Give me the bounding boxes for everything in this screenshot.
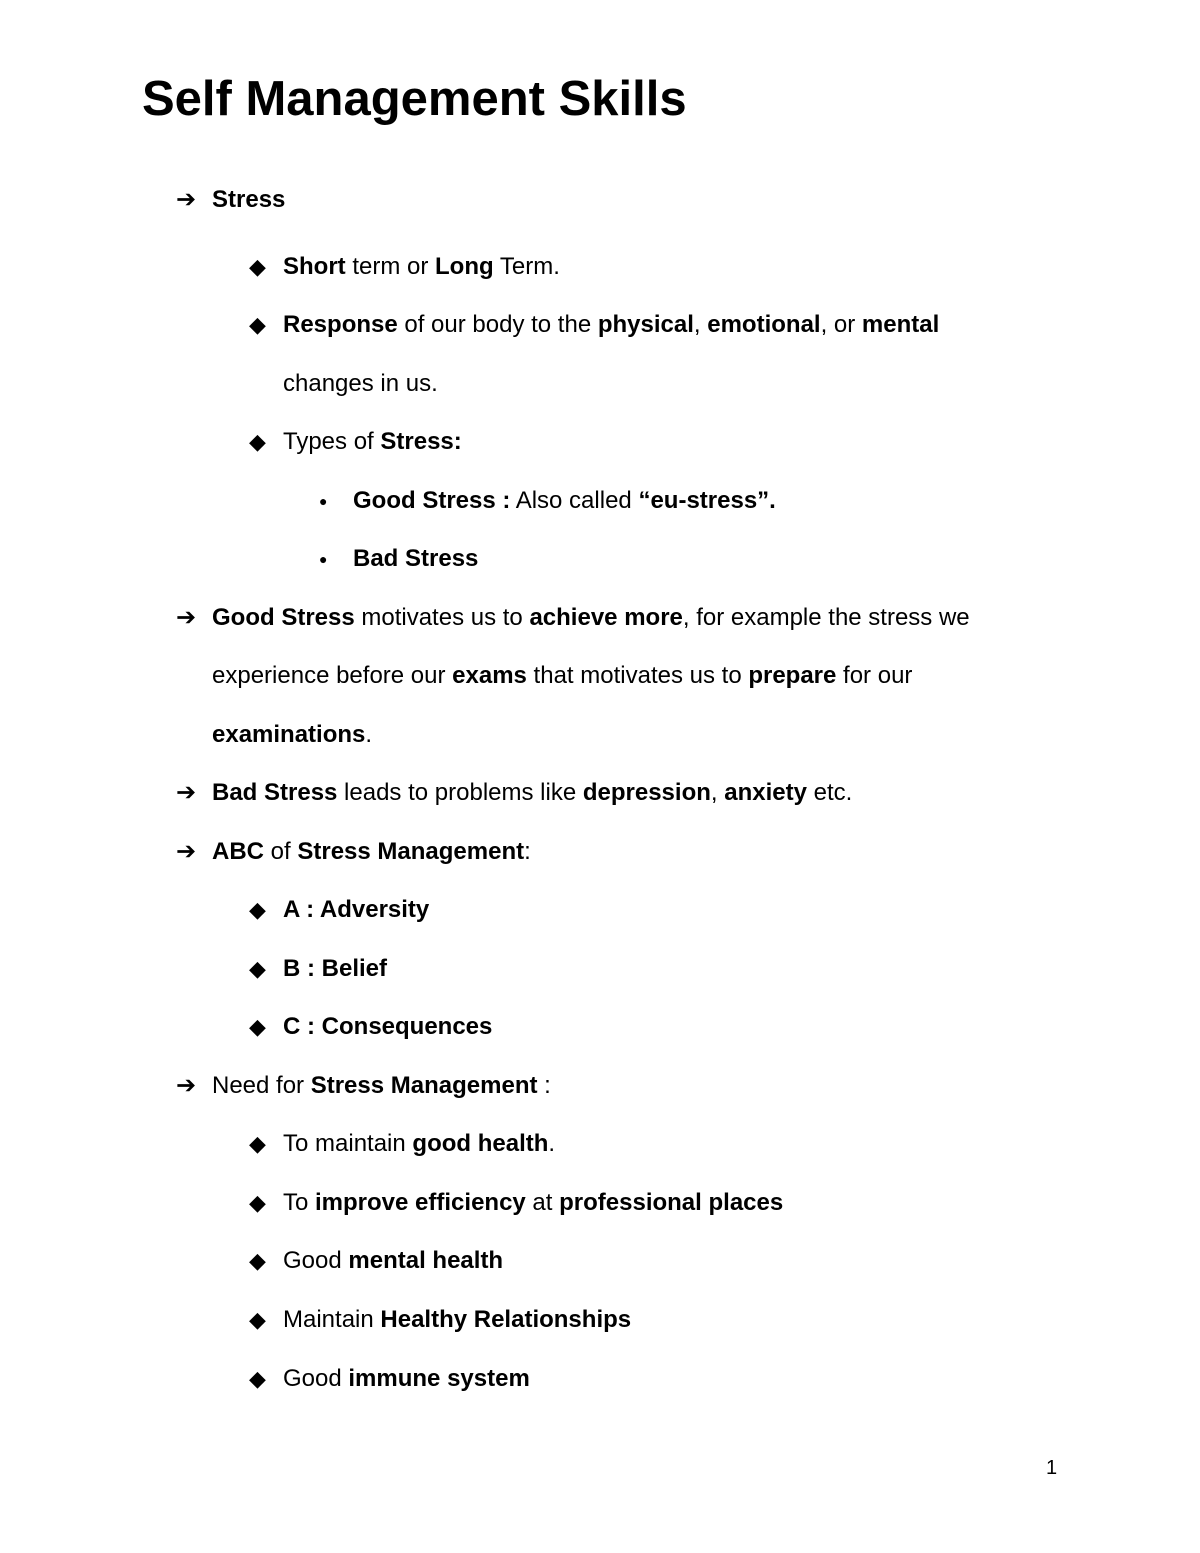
line-abc-c	[249, 1012, 493, 1042]
line-stress-heading	[176, 185, 286, 215]
line-bad-stress-type	[319, 544, 479, 574]
bold-text: A : Adversity	[283, 896, 430, 923]
text: changes in us.	[283, 370, 438, 397]
line-good-stress-motivates	[176, 603, 970, 633]
diamond-bullet-icon: ◆	[249, 1307, 266, 1332]
diamond-bullet-icon: ◆	[249, 1131, 266, 1156]
text: Good	[283, 1247, 349, 1274]
text: of	[264, 838, 298, 865]
bold-text: professional places	[559, 1189, 784, 1216]
arrow-bullet-icon: ➔	[176, 838, 197, 865]
bold-text: Bad Stress	[212, 779, 338, 806]
text: To maintain	[283, 1130, 413, 1157]
bold-text: anxiety	[724, 779, 807, 806]
line-abc-a	[249, 895, 430, 925]
bold-text: examinations	[212, 721, 366, 748]
bold-text: good health	[412, 1130, 549, 1157]
bold-text: Stress	[212, 186, 286, 213]
diamond-bullet-icon: ◆	[249, 1190, 266, 1215]
diamond-bullet-icon: ◆	[249, 897, 266, 922]
dot-bullet-icon: ●	[319, 551, 328, 567]
bold-text: physical	[597, 311, 694, 338]
line-good-stress-cont-2	[212, 720, 372, 750]
line-good-stress-type	[319, 486, 776, 516]
text: ,	[710, 779, 725, 806]
bold-text: exams	[452, 662, 527, 689]
text: , or	[820, 311, 862, 338]
bold-text: ABC	[212, 838, 264, 865]
line-abc-b	[249, 954, 388, 984]
diamond-bullet-icon: ◆	[249, 1014, 266, 1039]
text: of our body to the	[397, 311, 598, 338]
diamond-bullet-icon: ◆	[249, 312, 266, 337]
text: :	[537, 1072, 551, 1099]
line-need-mental	[249, 1246, 504, 1276]
dot-bullet-icon: ●	[319, 493, 328, 509]
bold-text: Healthy Relationships	[380, 1306, 632, 1333]
text: Term.	[493, 253, 560, 280]
text: at	[525, 1189, 560, 1216]
line-need-efficiency	[249, 1188, 784, 1218]
bold-text: B : Belief	[283, 955, 388, 982]
bold-text: “eu-stress”.	[638, 487, 776, 514]
text: for our	[836, 662, 913, 689]
diamond-bullet-icon: ◆	[249, 1248, 266, 1273]
page-title: Self Management Skills	[142, 72, 687, 126]
bold-text: emotional	[707, 311, 821, 338]
bold-text: prepare	[748, 662, 837, 689]
arrow-bullet-icon: ➔	[176, 604, 197, 631]
diamond-bullet-icon: ◆	[249, 429, 266, 454]
text: leads to problems like	[337, 779, 583, 806]
bold-text: achieve more	[529, 604, 683, 631]
line-need-relationships	[249, 1305, 632, 1335]
bold-text: Short	[283, 253, 346, 280]
line-abc-heading	[176, 837, 531, 867]
line-short-long-term	[249, 252, 560, 282]
text: .	[365, 721, 373, 748]
bold-text: Good Stress	[212, 604, 355, 631]
line-need-heading	[176, 1071, 551, 1101]
bold-text: Bad Stress	[353, 545, 479, 572]
text: Also called	[510, 487, 639, 514]
text: Maintain	[283, 1306, 381, 1333]
bold-text: depression	[582, 779, 711, 806]
text: :	[524, 838, 531, 865]
diamond-bullet-icon: ◆	[249, 254, 266, 279]
text: Need for	[212, 1072, 311, 1099]
bold-text: Long	[435, 253, 494, 280]
bold-text: Response	[283, 311, 398, 338]
line-good-stress-cont-1	[212, 661, 912, 691]
bold-text: mental health	[348, 1247, 504, 1274]
line-response-cont	[283, 369, 438, 399]
line-need-immune	[249, 1364, 530, 1394]
text: , for example the stress we	[682, 604, 970, 631]
text: etc.	[806, 779, 853, 806]
text: Good	[283, 1365, 349, 1392]
text: experience before our	[212, 662, 453, 689]
text: ,	[693, 311, 708, 338]
line-response-line	[249, 310, 940, 340]
diamond-bullet-icon: ◆	[249, 1366, 266, 1391]
bold-text: C : Consequences	[283, 1013, 493, 1040]
arrow-bullet-icon: ➔	[176, 186, 197, 213]
bold-text: Good Stress :	[353, 487, 511, 514]
line-need-health	[249, 1129, 556, 1159]
arrow-bullet-icon: ➔	[176, 779, 197, 806]
bold-text: Stress:	[380, 428, 462, 455]
arrow-bullet-icon: ➔	[176, 1072, 197, 1099]
text: that motivates us to	[526, 662, 749, 689]
text: To	[283, 1189, 316, 1216]
line-types-of-stress	[249, 427, 462, 457]
diamond-bullet-icon: ◆	[249, 956, 266, 981]
bold-text: immune system	[348, 1365, 530, 1392]
text: motivates us to	[354, 604, 530, 631]
text: Types of	[283, 428, 381, 455]
text: term or	[345, 253, 436, 280]
bold-text: Stress Management	[310, 1072, 538, 1099]
bold-text: mental	[861, 311, 940, 338]
page-number: 1	[1046, 1457, 1058, 1479]
bold-text: improve efficiency	[315, 1189, 526, 1216]
text: .	[548, 1130, 556, 1157]
line-bad-stress-leads	[176, 778, 853, 808]
bold-text: Stress Management	[297, 838, 525, 865]
